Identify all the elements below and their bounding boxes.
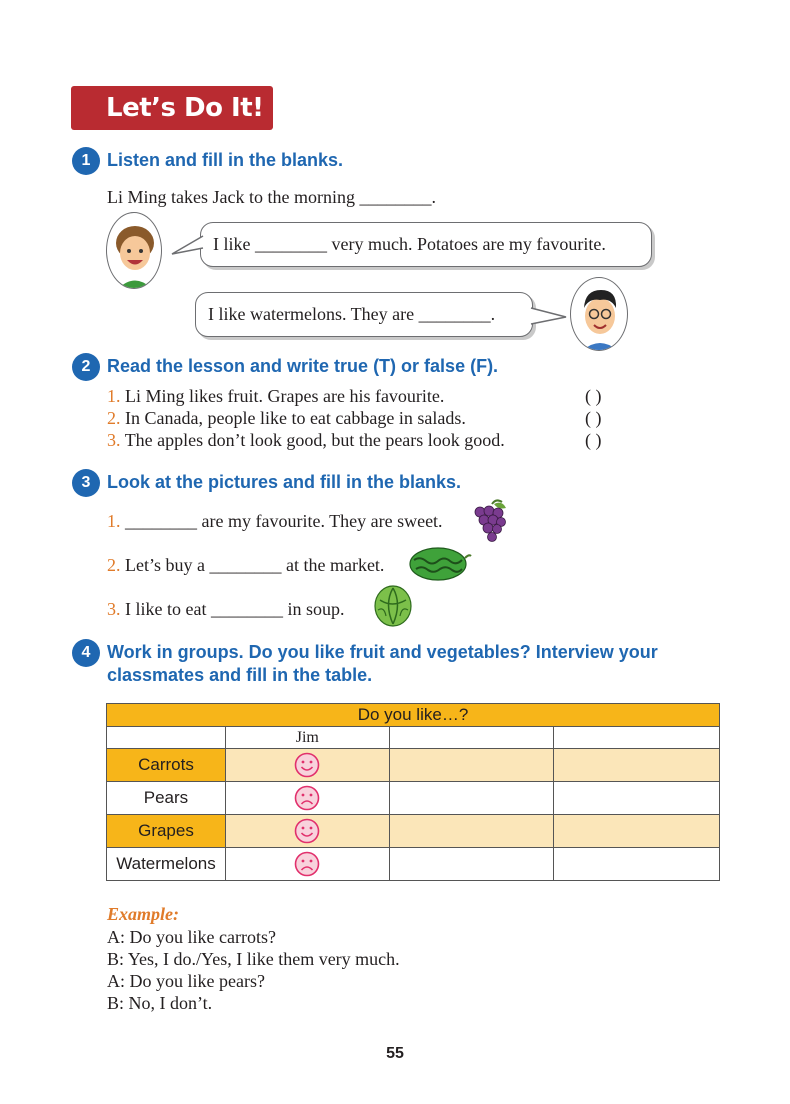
table-row [107,848,720,881]
example-line-1: A: Do you like carrots? [107,927,276,947]
survey-table [106,703,720,881]
fill-item-3 [107,598,344,620]
section-4-number: 4 [72,639,100,667]
speech-bubble-1-text: I like ________ very much. Potatoes are my favourite. [213,234,606,254]
face-cell [225,782,389,815]
table-row [107,782,720,815]
speech-bubble-2-text: I like watermelons. They are ________. [208,304,496,324]
answer-cell[interactable] [554,782,720,815]
face-cell [225,815,389,848]
tf-item-3-number: 3. [107,430,121,450]
tf-item-2-number: 2. [107,408,121,428]
table-row [107,749,720,782]
boy-with-glasses-avatar [570,277,628,351]
section-4-title-line1: Work in groups. Do you like fruit and vegetables? Interview your [107,642,658,662]
tf-item-1-answer[interactable]: ( ) [585,386,602,406]
answer-cell[interactable] [389,848,554,881]
example-line-4: B: No, I don’t. [107,993,213,1013]
answer-cell[interactable] [389,782,554,815]
table-header: Do you like…? [107,704,720,727]
fill-item-3-number: 3. [107,599,121,619]
table-name-blank-2[interactable] [554,727,720,749]
row-label-grapes: Grapes [107,815,226,848]
bubble-2-tail [530,304,568,328]
section-1-title: Listen and fill in the blanks. [107,150,344,170]
fill-item-1 [107,510,443,532]
tf-item-3-answer[interactable]: ( ) [585,430,602,450]
section-3-number: 3 [72,469,100,497]
speech-bubble-1 [200,222,652,267]
face-cell [225,848,389,881]
speech-bubble-2 [195,292,533,337]
table-header-row [107,704,720,727]
row-label-pears: Pears [107,782,226,815]
table-name-blank-1[interactable] [389,727,554,749]
answer-cell[interactable] [389,749,554,782]
tf-item-1-number: 1. [107,386,121,406]
tf-item-2 [107,407,466,429]
section-2-title: Read the lesson and write true (T) or false (F). [107,356,499,376]
table-name-jim: Jim [225,727,389,749]
boy-avatar [106,212,162,289]
happy-face-icon [294,818,320,844]
table-corner-cell [107,727,226,749]
tf-item-3 [107,429,505,451]
happy-face-icon [294,752,320,778]
watermelon-icon [408,544,472,582]
cabbage-icon [372,580,414,628]
section-1-number: 1 [72,147,100,175]
fill-item-2-text: Let’s buy a ________ at the market. [125,555,385,575]
tf-item-2-answer[interactable]: ( ) [585,408,602,428]
face-cell [225,749,389,782]
fill-item-1-text: ________ are my favourite. They are sweet. [125,511,443,531]
section-2-number: 2 [72,353,100,381]
section-1-intro: Li Ming takes Jack to the morning ________. [107,187,436,207]
fill-item-1-number: 1. [107,511,121,531]
tf-item-2-text: In Canada, people like to eat cabbage in salads. [125,408,466,428]
page-title: Let’s Do It! [71,86,273,130]
sad-face-icon [294,785,320,811]
row-label-carrots: Carrots [107,749,226,782]
row-label-watermelons: Watermelons [107,848,226,881]
answer-cell[interactable] [554,815,720,848]
answer-cell[interactable] [389,815,554,848]
table-name-row [107,727,720,749]
fill-item-2-number: 2. [107,555,121,575]
answer-cell[interactable] [554,848,720,881]
example-line-3: A: Do you like pears? [107,971,265,991]
example-line-2: B: Yes, I do./Yes, I like them very much. [107,949,400,969]
grapes-icon [470,498,510,544]
sad-face-icon [294,851,320,877]
tf-item-3-text: The apples don’t look good, but the pears look good. [124,430,505,450]
fill-item-3-text: I like to eat ________ in soup. [125,599,345,619]
section-4-title-line2: classmates and fill in the table. [107,665,373,685]
answer-cell[interactable] [554,749,720,782]
example-label: Example: [107,904,179,924]
page-number: 55 [386,1045,404,1062]
tf-item-1-text: Li Ming likes fruit. Grapes are his favourite. [125,386,445,406]
table-row [107,815,720,848]
tf-item-1 [107,385,444,407]
bubble-1-tail [170,232,204,258]
fill-item-2 [107,554,384,576]
section-3-title: Look at the pictures and fill in the blanks. [107,472,462,492]
